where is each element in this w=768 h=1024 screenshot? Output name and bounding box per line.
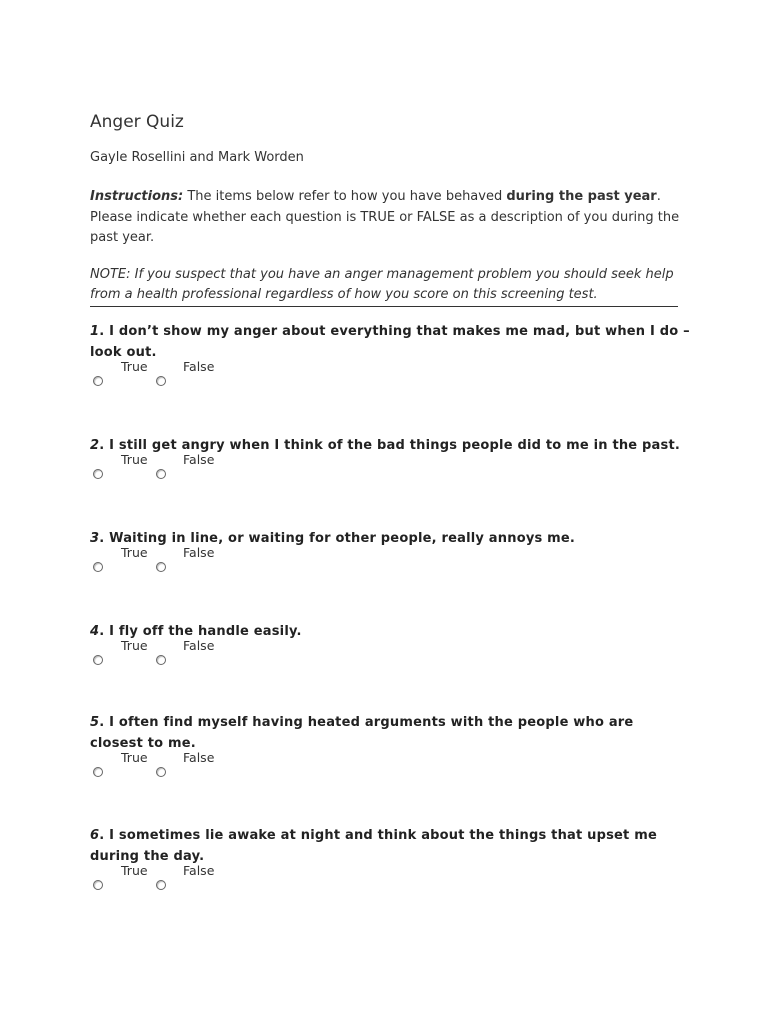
false-label: False — [183, 545, 215, 560]
question-body: . I often find myself having heated arguments with the people who are closest to me. — [90, 715, 634, 751]
true-label: True — [121, 750, 148, 765]
true-radio[interactable] — [93, 376, 103, 386]
question-5 — [90, 712, 690, 784]
true-radio[interactable] — [93, 880, 103, 890]
answer-options — [90, 750, 690, 784]
false-label: False — [183, 638, 215, 653]
true-radio[interactable] — [93, 562, 103, 572]
false-radio[interactable] — [156, 880, 166, 890]
instructions-text-before: The items below refer to how you have behaved — [183, 189, 507, 204]
false-label: False — [183, 863, 215, 878]
answer-options — [90, 359, 690, 393]
answer-options — [90, 545, 690, 579]
true-radio[interactable] — [93, 655, 103, 665]
answer-options — [90, 452, 690, 486]
question-1 — [90, 321, 690, 393]
true-radio[interactable] — [93, 469, 103, 479]
false-radio[interactable] — [156, 767, 166, 777]
false-radio[interactable] — [156, 376, 166, 386]
question-body: . I don’t show my anger about everything that makes me mad, but when I do – look out. — [90, 324, 690, 360]
true-label: True — [121, 452, 148, 467]
note: NOTE: If you suspect that you have an anger management problem you should seek help from a health professional regardless of how you score on this screening test. — [90, 265, 678, 307]
question-2 — [90, 435, 690, 486]
question-body: . I sometimes lie awake at night and think about the things that upset me during the day. — [90, 828, 657, 864]
false-label: False — [183, 359, 215, 374]
question-body: . Waiting in line, or waiting for other people, really annoys me. — [99, 531, 576, 546]
instructions — [90, 187, 680, 249]
instructions-text-after: . Please indicate whether each question is TRUE or FALSE as a description of you during the past year. — [90, 189, 680, 245]
instructions-emphasis: during the past year — [506, 189, 657, 204]
true-label: True — [121, 545, 148, 560]
question-6 — [90, 825, 690, 897]
question-number: 6 — [90, 828, 100, 843]
false-radio[interactable] — [156, 562, 166, 572]
question-text — [90, 825, 690, 867]
answer-options — [90, 638, 690, 672]
question-4 — [90, 621, 690, 672]
question-body: . I still get angry when I think of the bad things people did to me in the past. — [99, 438, 681, 453]
question-number: 3 — [90, 531, 100, 546]
false-radio[interactable] — [156, 655, 166, 665]
question-text — [90, 321, 690, 363]
answer-options — [90, 863, 690, 897]
question-3 — [90, 528, 690, 579]
true-label: True — [121, 359, 148, 374]
authors: Gayle Rosellini and Mark Worden — [90, 150, 304, 165]
question-number: 1 — [90, 324, 100, 339]
true-radio[interactable] — [93, 767, 103, 777]
instructions-lead: Instructions: — [90, 189, 184, 204]
true-label: True — [121, 863, 148, 878]
false-label: False — [183, 452, 215, 467]
page-title: Anger Quiz — [90, 112, 184, 132]
question-body: . I fly off the handle easily. — [99, 624, 302, 639]
question-number: 5 — [90, 715, 100, 730]
true-label: True — [121, 638, 148, 653]
false-radio[interactable] — [156, 469, 166, 479]
question-text — [90, 712, 690, 754]
question-number: 4 — [90, 624, 100, 639]
question-number: 2 — [90, 438, 100, 453]
false-label: False — [183, 750, 215, 765]
